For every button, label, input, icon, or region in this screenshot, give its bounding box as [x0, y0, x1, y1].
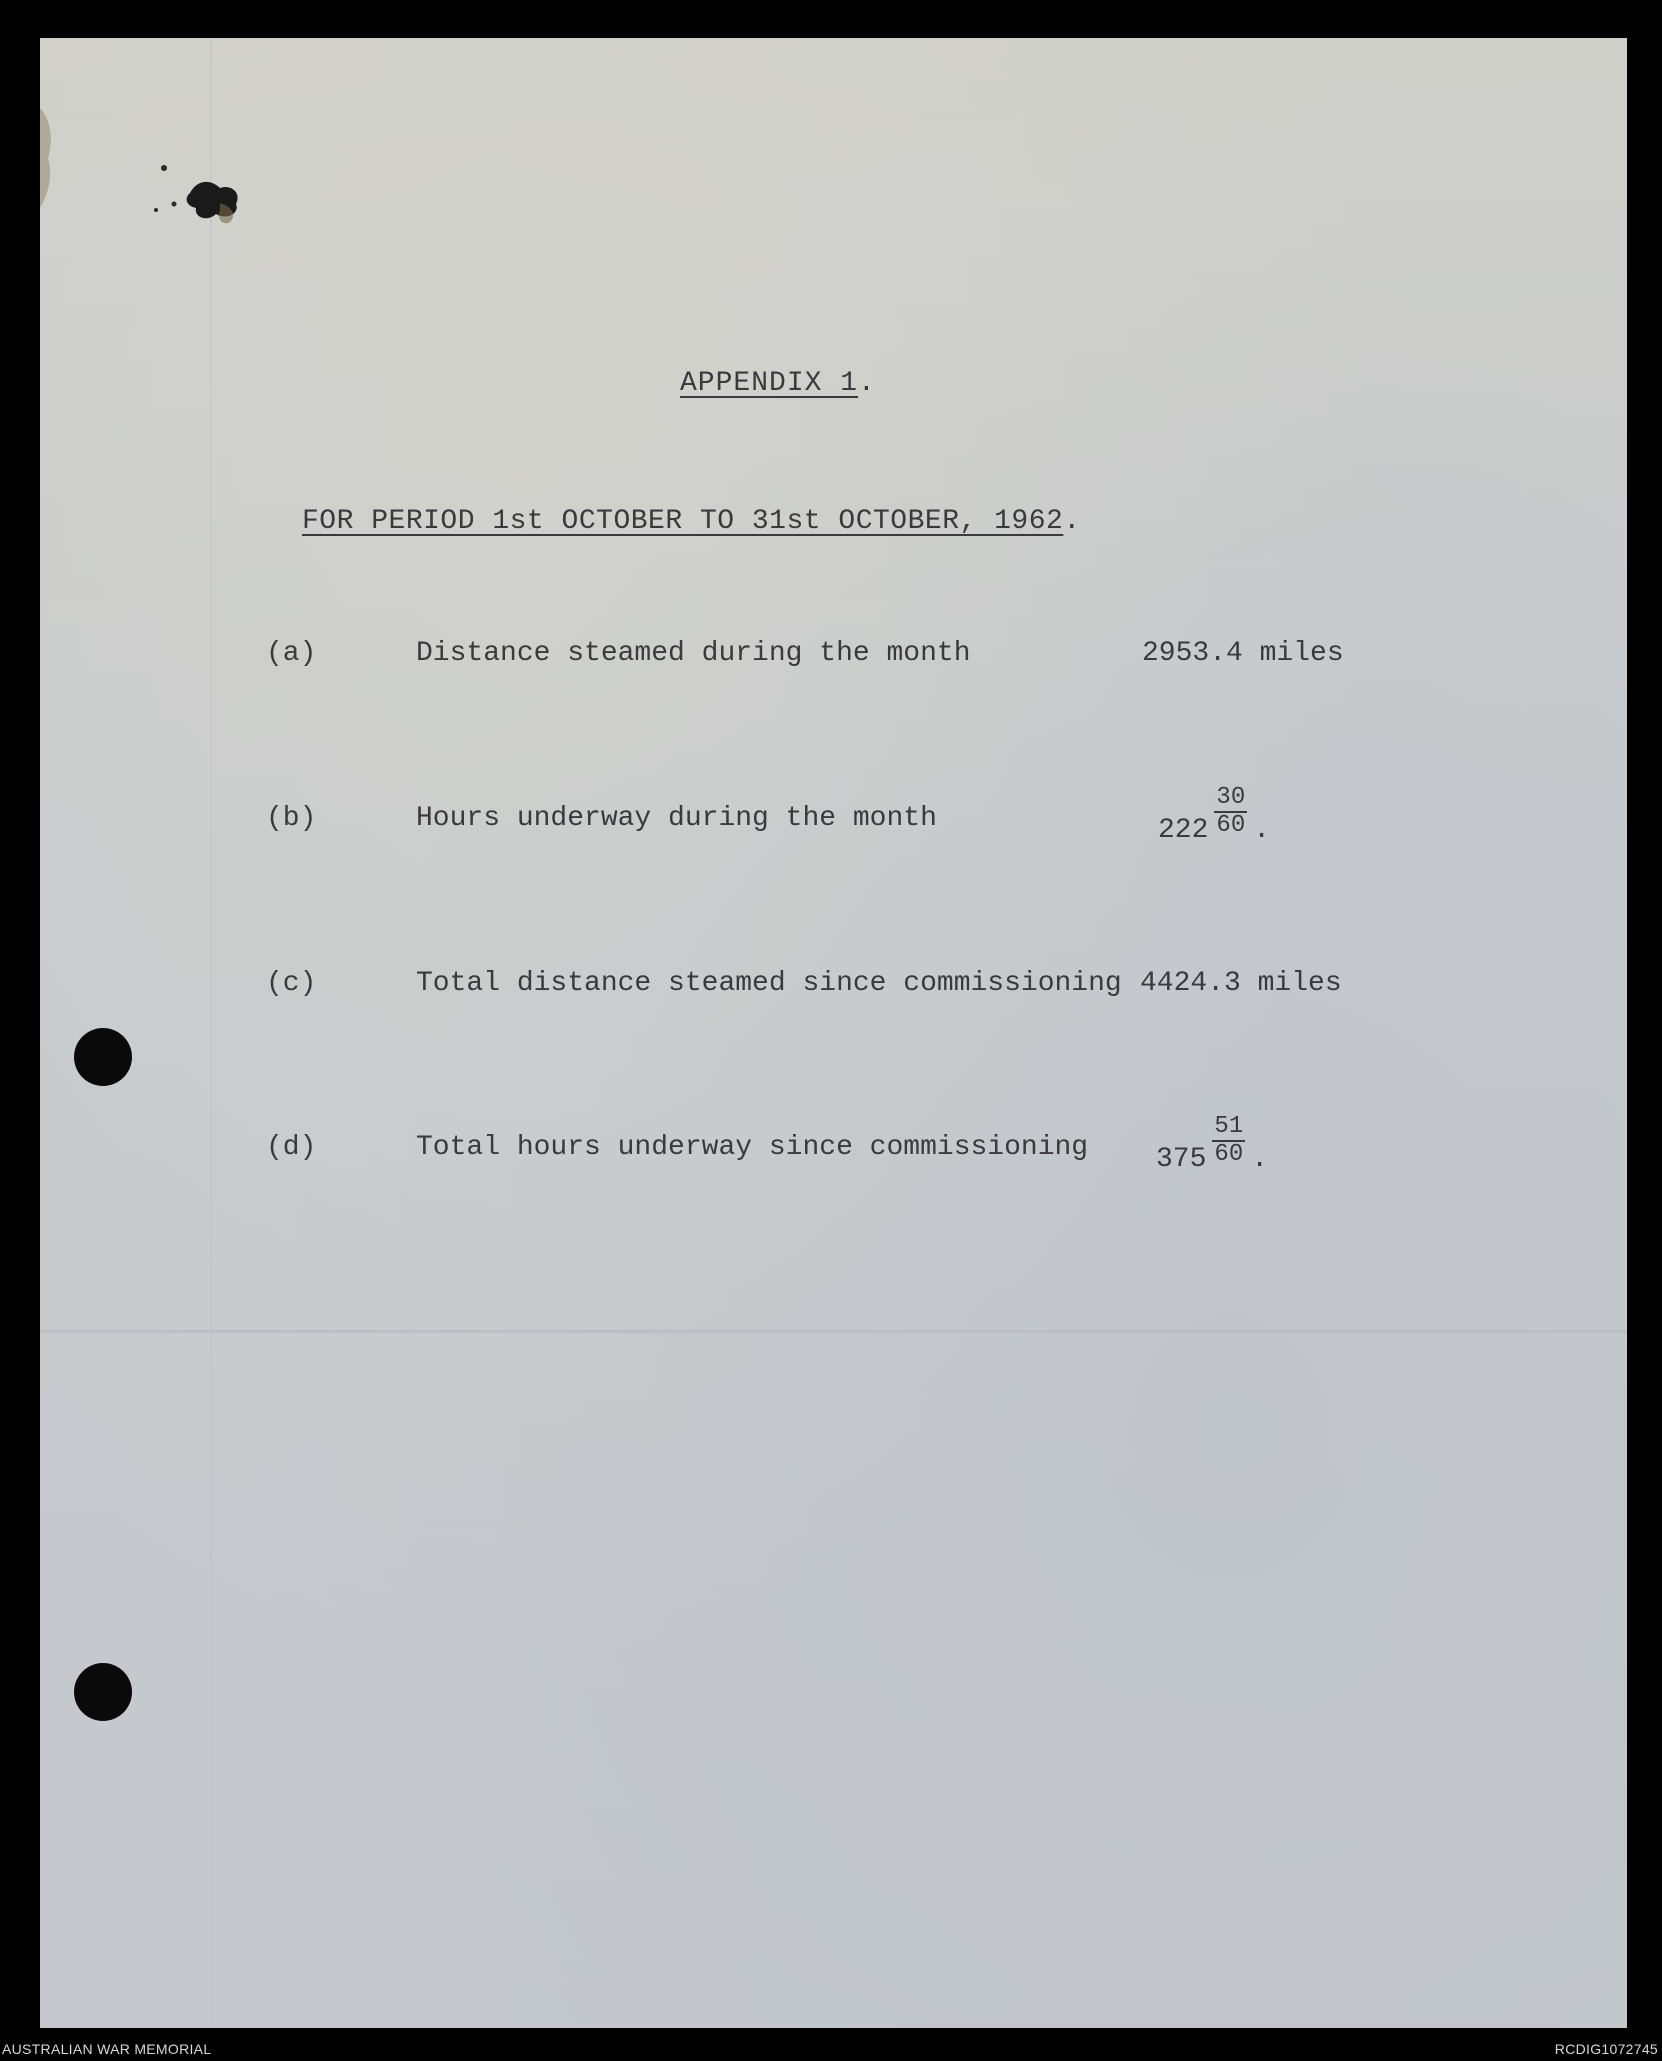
item-value: 4424.3 miles — [1140, 968, 1342, 999]
item-value: 222 $\frac{30}{60}$ . — [1158, 784, 1271, 847]
paper-damage-mark — [150, 148, 270, 238]
paper-edge-stain — [40, 98, 70, 258]
punch-hole-bottom — [74, 1663, 132, 1721]
archive-id: RCDIG1072745 — [1554, 2041, 1658, 2057]
item-description: Hours underway during the month — [416, 803, 937, 834]
item-letter: (b) — [266, 803, 317, 834]
item-value: 375 $\frac{51}{60}$ . — [1156, 1113, 1269, 1176]
list-item — [40, 638, 1627, 698]
item-value: 2953.4 miles — [1142, 638, 1344, 669]
paper-crease — [210, 38, 212, 2028]
paper-fold — [40, 1330, 1627, 1333]
fraction: $\frac{30}{60}$ — [1216, 784, 1246, 839]
appendix-title: APPENDIX 1. — [680, 368, 876, 399]
list-item — [40, 784, 1627, 863]
document-page — [40, 38, 1627, 2028]
item-description: Total hours underway since commissioning — [416, 1132, 1089, 1163]
item-letter: (d) — [266, 1132, 317, 1163]
item-letter: (a) — [266, 638, 317, 669]
archive-credit: AUSTRALIAN WAR MEMORIAL — [2, 2041, 212, 2057]
item-description: Distance steamed during the month — [416, 638, 971, 669]
list-item — [40, 1113, 1627, 1192]
punch-hole-top — [74, 1028, 132, 1086]
list-item — [40, 968, 1627, 1028]
item-letter: (c) — [266, 968, 317, 999]
period-heading: FOR PERIOD 1st OCTOBER TO 31st OCTOBER, 1962. — [302, 506, 1081, 537]
item-description: Total distance steamed since commissioning — [416, 968, 1122, 999]
fraction: $\frac{51}{60}$ — [1214, 1113, 1244, 1168]
